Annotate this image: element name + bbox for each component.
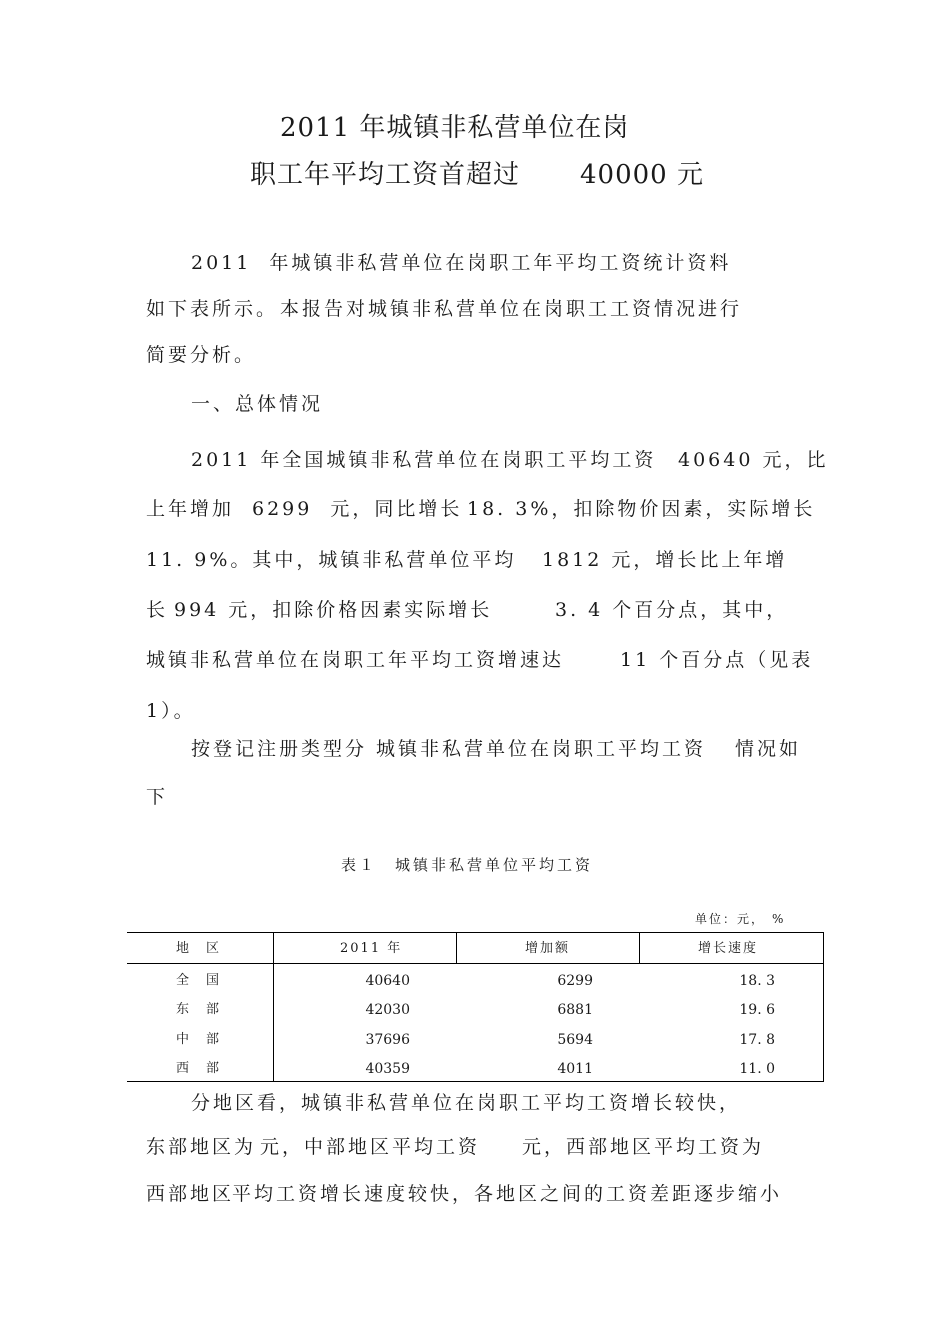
row-2011: 42030 — [365, 1002, 410, 1018]
table-header-region: 地 区 — [176, 941, 222, 956]
body-line1-b: 40640 元，比 — [678, 449, 829, 471]
after-line2-a: 东部地区为 — [146, 1136, 257, 1158]
intro-line2-right: 本报告对城镇非私营单位在岗职工工资情况进行 — [280, 298, 743, 320]
table-unit-label: 单位：元， — [695, 912, 766, 926]
body-line4-a: 长 — [146, 599, 169, 621]
table-header-rule — [127, 963, 824, 964]
table-caption: 表１ 城镇非私营单位平均工资 — [341, 856, 594, 874]
after-line2-c: 元，西部地区平均工资为 — [522, 1136, 765, 1158]
body-line7-c: 情况如 — [735, 738, 802, 760]
body-line4-b: 994 元，扣除价格因素实际增长 — [174, 599, 493, 621]
table-col-divider — [273, 932, 274, 1082]
intro-line2-left: 如下表所示。 — [146, 298, 279, 320]
row-region: 东 部 — [176, 1002, 222, 1017]
table-col-divider — [456, 932, 457, 963]
row-growth: 18. 3 — [739, 973, 775, 989]
row-2011: 40359 — [365, 1061, 410, 1077]
table-unit-symbol: % — [772, 912, 786, 926]
body-line6: 1）。 — [146, 700, 196, 722]
body-line2-c: 18. 3%，扣除物价因素，实际增长 — [467, 498, 816, 520]
body-line7-a: 按登记注册类型分 — [191, 738, 368, 760]
body-line2-b: 6299 元，同比增长 — [252, 498, 463, 520]
table-bottom-rule — [127, 1081, 824, 1082]
intro-line1: 2011 年城镇非私营单位在岗职工年平均工资统计资料 — [191, 252, 732, 274]
body-line4-c: 3. 4 个百分点，其中， — [555, 599, 789, 621]
title-line2-left: 职工年平均工资首超过 — [250, 160, 521, 190]
row-increase: 6881 — [557, 1002, 593, 1018]
table-col-divider — [823, 932, 824, 1082]
title-line2-right: 40000 元 — [580, 160, 704, 190]
row-region: 全 国 — [176, 973, 222, 988]
after-line1: 分地区看，城镇非私营单位在岗职工平均工资增长较快， — [191, 1092, 742, 1114]
row-increase: 4011 — [557, 1061, 593, 1077]
row-growth: 17. 8 — [739, 1032, 775, 1048]
after-line3-a: 西部地区 — [146, 1183, 235, 1205]
table-top-rule — [127, 932, 824, 933]
after-line2-b: 元，中部地区平均工资 — [260, 1136, 481, 1158]
body-line5-b: 11 个百分点（见表 — [620, 649, 814, 671]
body-line1-a: 2011 年全国城镇非私营单位在岗职工平均工资 — [191, 449, 657, 471]
body-line2-a: 上年增加 — [146, 498, 235, 520]
title-line1: 2011 年城镇非私营单位在岗 — [280, 113, 630, 143]
row-region: 中 部 — [176, 1032, 222, 1047]
body-line5-a: 城镇非私营单位在岗职工年平均工资增速达 — [146, 649, 565, 671]
row-2011: 37696 — [365, 1032, 410, 1048]
row-growth: 11. 0 — [739, 1061, 775, 1077]
after-line3-b: 平均工资增长速度较快，各地区之间的工资差距逐步缩小 — [232, 1183, 783, 1205]
row-increase: 6299 — [557, 973, 593, 989]
row-growth: 19. 6 — [739, 1002, 775, 1018]
table-col-divider — [639, 932, 640, 963]
table-header-increase: 增加额 — [525, 941, 571, 956]
body-line8: 下 — [146, 786, 169, 808]
section-heading: 一、总体情况 — [191, 393, 324, 415]
body-line3-b: 1812 元，增长比上年增 — [542, 549, 788, 571]
body-line7-b: 城镇非私营单位在岗职工平均工资 — [376, 738, 707, 760]
table-header-year: 2011 年 — [340, 941, 403, 956]
row-region: 西 部 — [176, 1061, 222, 1076]
body-line3-a: 11. 9%。其中，城镇非私营单位平均 — [146, 549, 517, 571]
row-increase: 5694 — [557, 1032, 593, 1048]
table-header-growth: 增长速度 — [698, 941, 759, 956]
intro-line3: 简要分析。 — [146, 344, 257, 366]
row-2011: 40640 — [365, 973, 410, 989]
